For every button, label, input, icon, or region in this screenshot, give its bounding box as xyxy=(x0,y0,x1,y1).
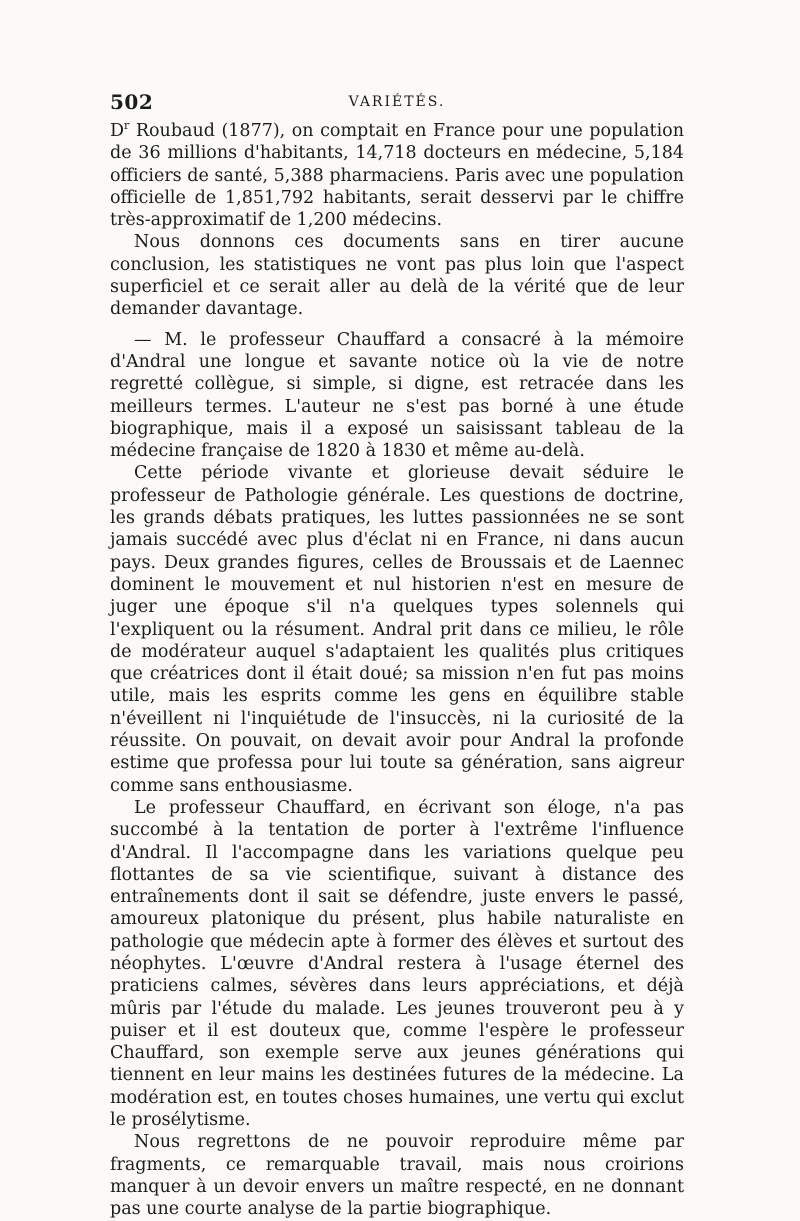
paragraph-period: Cette période vivante et glorieuse devait séduire le professeur de Pathologie générale. Les questions de doctrine, les grands débats pratiques, les luttes passionnées ne se sont jamais succédé avec plus d'éclat ni en France, ni dans aucun pays. Deux grandes figures, celles de Broussais et de Laennec dominent le mouvement et nul historien n'est en mesure de juger une époque s'il n'a quelques types solennels qui l'expliquent ou la résument. Andral prit dans ce milieu, le rôle de modérateur auquel s'adaptaient les qualités plus critiques que créatrices dont il était doué; sa mission n'en fut pas moins utile, mais les esprits comme les gens en équilibre stable n'éveillent ni l'inquiétude de l'insuccès, ni la curiosité de la réussite. On pouvait, on devait avoir pour Andral la profonde estime que professa pour lui toute sa génération, sans aigreur comme sans enthousiasme. xyxy=(110,463,684,796)
paragraph-eloge: Le professeur Chauffard, en écrivant son éloge, n'a pas succombé à la tentation de porter à l'extrême l'influence d'Andral. Il l'accompagne dans les variations quelque peu flottantes de sa vie scientifique, suivant à distance des entraînements dont il sait se défendre, juste envers le passé, amoureux platonique du présent, plus habile naturaliste en pathologie que médecin apte à former des élèves et surtout des néophytes. L'œuvre d'Andral restera à l'usage éternel des praticiens calmes, sévères dans leurs appréciations, et déjà mûris par l'étude du malade. Les jeunes trouveront peu à y puiser et il est douteux que, comme l'espère le professeur Chauffard, son exemple serve aux jeunes générations qui tiennent en leur mains les destinées futures de la médecine. La modération est, en toutes choses humaines, une vertu qui exclut le prosélytisme. xyxy=(110,797,684,1131)
paragraph-regret: Nous regrettons de ne pouvoir reproduire même par fragments, ce remarquable travail, mais nous croirions manquer à un devoir envers un maître respecté, en ne donnant pas une courte analyse de la partie biographique. xyxy=(110,1132,684,1220)
running-title: VARIÉTÉS. xyxy=(348,94,446,110)
page-header xyxy=(110,90,684,120)
page xyxy=(110,90,684,1221)
paragraph-statistics-text: Roubaud (1877), on comptait en France pour une population de 36 millions d'habitants, 14,718 docteurs en médecine, 5,184 officiers de santé, 5,388 pharmaciens. Paris avec une population officielle de 1,851,792 habitants, serait desservi par le chiffre très-approximatif de 1,200 médecins. xyxy=(110,121,684,231)
paragraph-statistics xyxy=(110,120,684,231)
doctor-abbrev: D xyxy=(110,121,125,141)
paragraph-conclusion: Nous donnons ces documents sans en tirer aucune conclusion, les statistiques ne vont pas plus loin que l'aspect superficiel et ce serait aller au delà de la vérité que de leur demander davantage. xyxy=(110,232,684,320)
page-number: 502 xyxy=(110,90,154,114)
doctor-abbrev-sup: r xyxy=(124,119,130,133)
paragraph-chauffard-notice: — M. le professeur Chauffard a consacré à la mémoire d'Andral une longue et savante notice où la vie de notre regretté collègue, si simple, si digne, est retracée dans les meilleurs termes. L'auteur ne s'est pas borné à une étude biographique, mais il a exposé un saisissant tableau de la médecine française de 1820 à 1830 et même au-delà. xyxy=(110,329,684,462)
